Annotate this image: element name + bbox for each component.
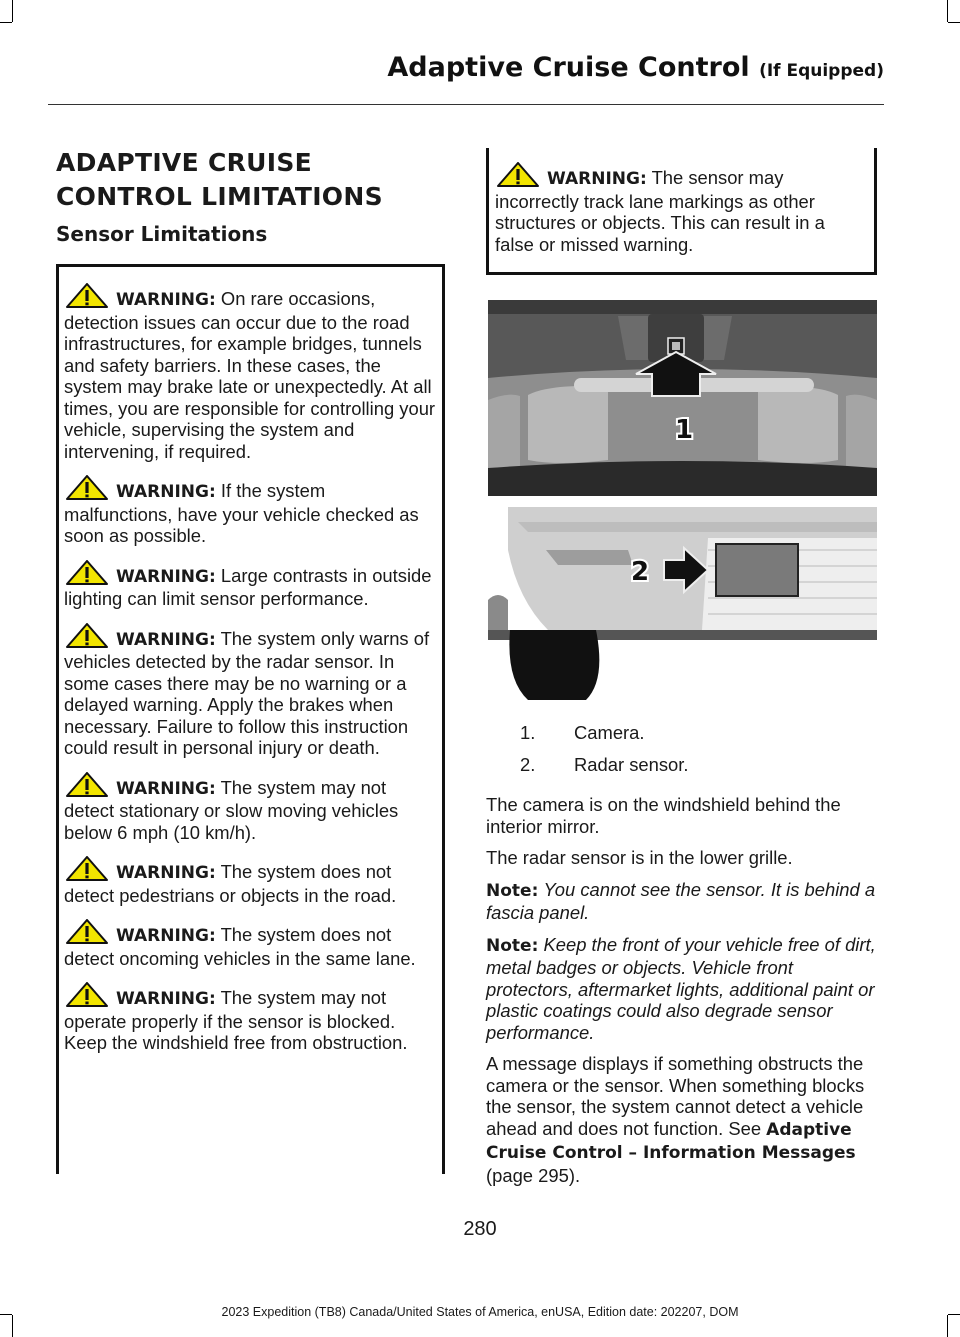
list-item: [520, 754, 689, 786]
note-label: Note:: [486, 880, 539, 901]
warning-label: WARNING:: [116, 989, 216, 1009]
note-label: Note:: [486, 935, 539, 956]
warning-triangle-icon: [66, 623, 108, 648]
warning-triangle-icon: [66, 772, 108, 797]
list-item: [520, 722, 689, 754]
section-title: ADAPTIVE CRUISE CONTROL LIMITATIONS: [56, 148, 383, 211]
warnings-box-left: [56, 264, 445, 1174]
warning-item: [64, 475, 436, 547]
legend-label: Camera.: [574, 722, 645, 743]
header-divider: [48, 104, 884, 105]
warning-item: [64, 856, 436, 906]
warning-text: The system does not detect oncoming vehicles in the same lane.: [64, 924, 416, 969]
warning-item: [64, 982, 436, 1054]
warning-box-right: [486, 148, 877, 275]
warning-text: The system only warns of vehicles detected by the radar sensor. In some cases there may be no warning or a delayed warning. Apply the brakes when necessary. Failure to follow this instruction could result in personal injury or death.: [64, 627, 430, 758]
running-header: [200, 52, 884, 83]
warning-triangle-icon: [66, 982, 108, 1007]
header-subtitle: (If Equipped): [759, 61, 884, 81]
paragraph: The camera is on the windshield behind the interior mirror.: [486, 794, 841, 837]
crop-mark: [948, 22, 960, 23]
warning-text: The sensor may incorrectly track lane markings as other structures or objects. This can result in a false or missed warning.: [495, 167, 825, 255]
callout-2: 2: [630, 557, 650, 587]
legend-label: Radar sensor.: [574, 754, 689, 775]
figure-legend: [520, 722, 689, 786]
body-text: [486, 794, 880, 1196]
camera-view: [488, 300, 877, 496]
section-subtitle: Sensor Limitations: [56, 222, 268, 246]
warning-triangle-icon: [66, 475, 108, 500]
warning-label: WARNING:: [116, 629, 216, 650]
warning-label: WARNING:: [116, 778, 216, 799]
warning-label: WARNING:: [116, 482, 216, 502]
note: [486, 934, 880, 1044]
radar-sensor-panel: [716, 544, 798, 596]
paragraph: [486, 1053, 880, 1186]
note: [486, 879, 880, 924]
warning-item: [64, 919, 436, 969]
crop-mark: [0, 22, 12, 23]
warning-item: [64, 623, 436, 759]
footer-text: 2023 Expedition (TB8) Canada/United States of America, enUSA, Edition date: 202207, DOM: [221, 1305, 739, 1319]
sensor-location-illustration: [488, 300, 877, 700]
radar-view: [488, 507, 877, 700]
warning-triangle-icon: [66, 560, 108, 585]
warning-text: The system may not operate properly if the sensor is blocked. Keep the windshield free from obstruction.: [64, 987, 408, 1053]
page-number: 280: [463, 1218, 497, 1240]
warning-text: On rare occasions, detection issues can occur due to the road infrastructures, for example bridges, tunnels and safety barriers. In these cases, the system may brake late or unexpectedly. At all times, you are responsible for controlling your vehicle, supervising the system and intervening, if required.: [64, 288, 436, 462]
warning-triangle-icon: [497, 162, 539, 187]
warning-text: Large contrasts in outside lighting can limit sensor performance.: [64, 564, 432, 609]
legend-number: 1.: [520, 722, 536, 743]
crop-mark: [947, 0, 948, 22]
warning-text: If the system malfunctions, have your vehicle checked as soon as possible.: [64, 480, 419, 546]
warning-item: [64, 772, 436, 844]
warning-label: WARNING:: [547, 169, 647, 189]
warning-label: WARNING:: [116, 566, 216, 587]
warning-triangle-icon: [66, 919, 108, 944]
warning-item: [495, 162, 868, 255]
crop-mark: [12, 0, 13, 22]
warning-item: [64, 560, 436, 610]
paragraph: The radar sensor is in the lower grille.: [486, 847, 793, 868]
warning-label: WARNING:: [116, 926, 216, 946]
note-text: You cannot see the sensor. It is behind a fascia panel.: [486, 878, 876, 923]
note-text: Keep the front of your vehicle free of dirt, metal badges or objects. Vehicle front protectors, aftermarket lights, additional paint or plastic coatings could also degrade sensor performance.: [486, 933, 876, 1043]
header-title: Adaptive Cruise Control: [387, 52, 750, 83]
paragraph-text: A message displays if something obstructs the camera or the sensor. When something blocks the sensor, the system cannot detect a vehicle ahead and does not function. See: [486, 1053, 865, 1139]
warning-text: The system may not detect stationary or slow moving vehicles below 6 mph (10 km/h).: [64, 776, 399, 843]
callout-1: 1: [674, 415, 694, 445]
warning-triangle-icon: [66, 856, 108, 881]
legend-number: 2.: [520, 754, 536, 775]
warning-triangle-icon: [66, 283, 108, 308]
warning-list: [59, 267, 442, 1054]
warning-label: WARNING:: [116, 290, 216, 310]
warning-label: WARNING:: [116, 863, 216, 883]
warning-text: The system does not detect pedestrians or objects in the road.: [64, 861, 397, 906]
cross-reference-link[interactable]: Adaptive Cruise Control – Information Messages: [486, 1119, 856, 1163]
warning-item: [64, 283, 436, 462]
page-reference: (page 295).: [486, 1164, 581, 1186]
